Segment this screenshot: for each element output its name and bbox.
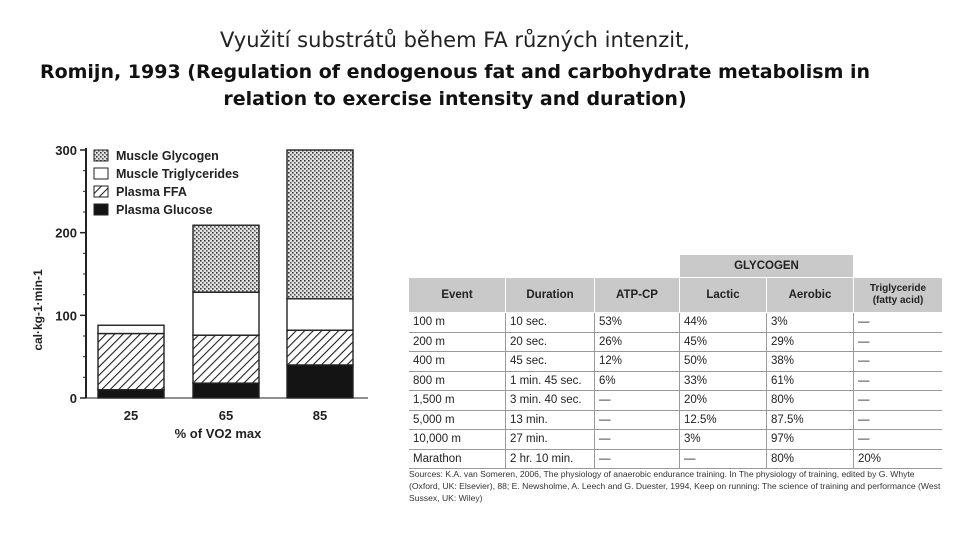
table-row	[409, 313, 942, 333]
table-cell: 97%	[767, 430, 854, 450]
table-cell: —	[680, 449, 767, 469]
energy-systems-table-panel	[409, 237, 944, 512]
table-row	[409, 391, 942, 411]
table-cell: —	[595, 449, 680, 469]
table-cell: 29%	[767, 332, 854, 352]
y-tick-label: 0	[69, 391, 77, 406]
table-cell: 45%	[680, 332, 767, 352]
legend-label: Plasma FFA	[116, 185, 187, 199]
legend-label: Muscle Glycogen	[116, 149, 219, 163]
table-cell: 200 m	[409, 332, 506, 352]
header-blank	[506, 255, 595, 278]
header-blank	[595, 255, 680, 278]
bar-segment-muscle-triglycerides	[98, 325, 164, 333]
col-header-event: Event	[409, 278, 506, 313]
header-blank	[409, 255, 506, 278]
table-cell: 1 min. 45 sec.	[506, 371, 595, 391]
y-tick-label: 300	[55, 143, 77, 158]
table-cell: 33%	[680, 371, 767, 391]
table-cell: 87.5%	[767, 410, 854, 430]
table-cell: 13 min.	[506, 410, 595, 430]
y-tick-label: 200	[55, 225, 77, 241]
table-row	[409, 371, 942, 391]
table-cell: 80%	[767, 449, 854, 469]
table-caption-fragment	[519, 237, 559, 245]
header-blank	[854, 255, 943, 278]
legend-label: Muscle Triglycerides	[116, 167, 239, 181]
bar-segment-plasma-ffa	[287, 330, 353, 365]
table-cell: —	[854, 352, 943, 372]
table-cell: 45 sec.	[506, 352, 595, 372]
legend-swatch	[94, 186, 108, 197]
table-cell: 27 min.	[506, 430, 595, 450]
table-cell: —	[595, 430, 680, 450]
table-cell: 800 m	[409, 371, 506, 391]
slide-title: Využití substrátů během FA různých intenzit,	[219, 28, 691, 52]
table-cell: 20 sec.	[506, 332, 595, 352]
legend-label: Plasma Glucose	[116, 203, 213, 217]
table-cell: 12.5%	[680, 410, 767, 430]
glycogen-group-header: GLYCOGEN	[680, 255, 854, 278]
table-row	[409, 449, 942, 469]
table-cell: 10 sec.	[506, 313, 595, 333]
table-cell: —	[854, 313, 943, 333]
table-cell: —	[595, 391, 680, 411]
table-cell: 5,000 m	[409, 410, 506, 430]
energy-systems-table	[409, 255, 942, 469]
bar-segment-plasma-ffa	[193, 335, 259, 383]
table-cell: 44%	[680, 313, 767, 333]
bar-segment-muscle-triglycerides	[287, 299, 353, 330]
table-cell: 50%	[680, 352, 767, 372]
table-cell: 12%	[595, 352, 680, 372]
table-cell: 6%	[595, 371, 680, 391]
slide-subtitle-reference: Romijn, 1993 (Regulation of endogenous fat and carbohydrate metabolism in relation to exercise intensity and duration)	[39, 61, 871, 110]
table-cell: Marathon	[409, 449, 506, 469]
table-cell: 3%	[680, 430, 767, 450]
table-row	[409, 430, 942, 450]
stacked-bar-chart	[28, 140, 388, 445]
table-cell: 26%	[595, 332, 680, 352]
table-cell: 100 m	[409, 313, 506, 333]
table-cell: —	[595, 410, 680, 430]
table-cell: 2 hr. 10 min.	[506, 449, 595, 469]
table-cell: —	[854, 371, 943, 391]
legend-swatch	[94, 168, 108, 179]
table-row	[409, 410, 942, 430]
table-cell: 10,000 m	[409, 430, 506, 450]
table-cell: 53%	[595, 313, 680, 333]
legend-swatch	[94, 150, 108, 161]
col-header-aerobic: Aerobic	[767, 278, 854, 313]
col-header-atp-cp: ATP-CP	[595, 278, 680, 313]
bar-segment-muscle-triglycerides	[193, 292, 259, 335]
table-cell: 1,500 m	[409, 391, 506, 411]
table-cell: 20%	[854, 449, 943, 469]
bar-segment-plasma-glucose	[98, 390, 164, 398]
x-axis-label: % of VO2 max	[174, 426, 262, 441]
bar-segment-muscle-glycogen	[193, 225, 259, 292]
table-cell: 3%	[767, 313, 854, 333]
x-tick-label: 65	[218, 408, 234, 423]
table-cell: 400 m	[409, 352, 506, 372]
table-cell: 3 min. 40 sec.	[506, 391, 595, 411]
y-axis-label: cal·kg-1·min-1	[31, 269, 45, 351]
bar-segment-plasma-glucose	[193, 383, 259, 398]
table-cell: 20%	[680, 391, 767, 411]
col-header-triglyceride: Triglyceride (fatty acid)	[854, 278, 943, 313]
table-cell: 80%	[767, 391, 854, 411]
table-sources-note: Sources: K.A. van Someren, 2006, The physiology of anaerobic endurance training. In The physiology of training, edited by G. Whyte (Oxford, UK: Elsevier), 88; E. Newsholme, A. Leech and G. Duester, 1994, Keep on running: The science of training and performance (West Sussex, UK: Wiley)	[409, 469, 941, 503]
bar-segment-plasma-glucose	[287, 365, 353, 398]
table-cell: —	[854, 332, 943, 352]
table-cell: —	[854, 430, 943, 450]
col-header-duration: Duration	[506, 278, 595, 313]
x-tick-label: 25	[123, 408, 139, 423]
table-cell: —	[854, 410, 943, 430]
table-row	[409, 332, 942, 352]
x-tick-label: 85	[312, 408, 328, 423]
y-tick-label: 100	[55, 308, 77, 324]
table-cell: —	[854, 391, 943, 411]
bar-segment-muscle-glycogen	[287, 150, 353, 299]
legend-swatch	[94, 204, 108, 215]
substrate-chart	[28, 140, 388, 445]
table-row	[409, 352, 942, 372]
bar-segment-plasma-ffa	[98, 334, 164, 390]
col-header-lactic: Lactic	[680, 278, 767, 313]
table-cell: 38%	[767, 352, 854, 372]
table-cell: 61%	[767, 371, 854, 391]
